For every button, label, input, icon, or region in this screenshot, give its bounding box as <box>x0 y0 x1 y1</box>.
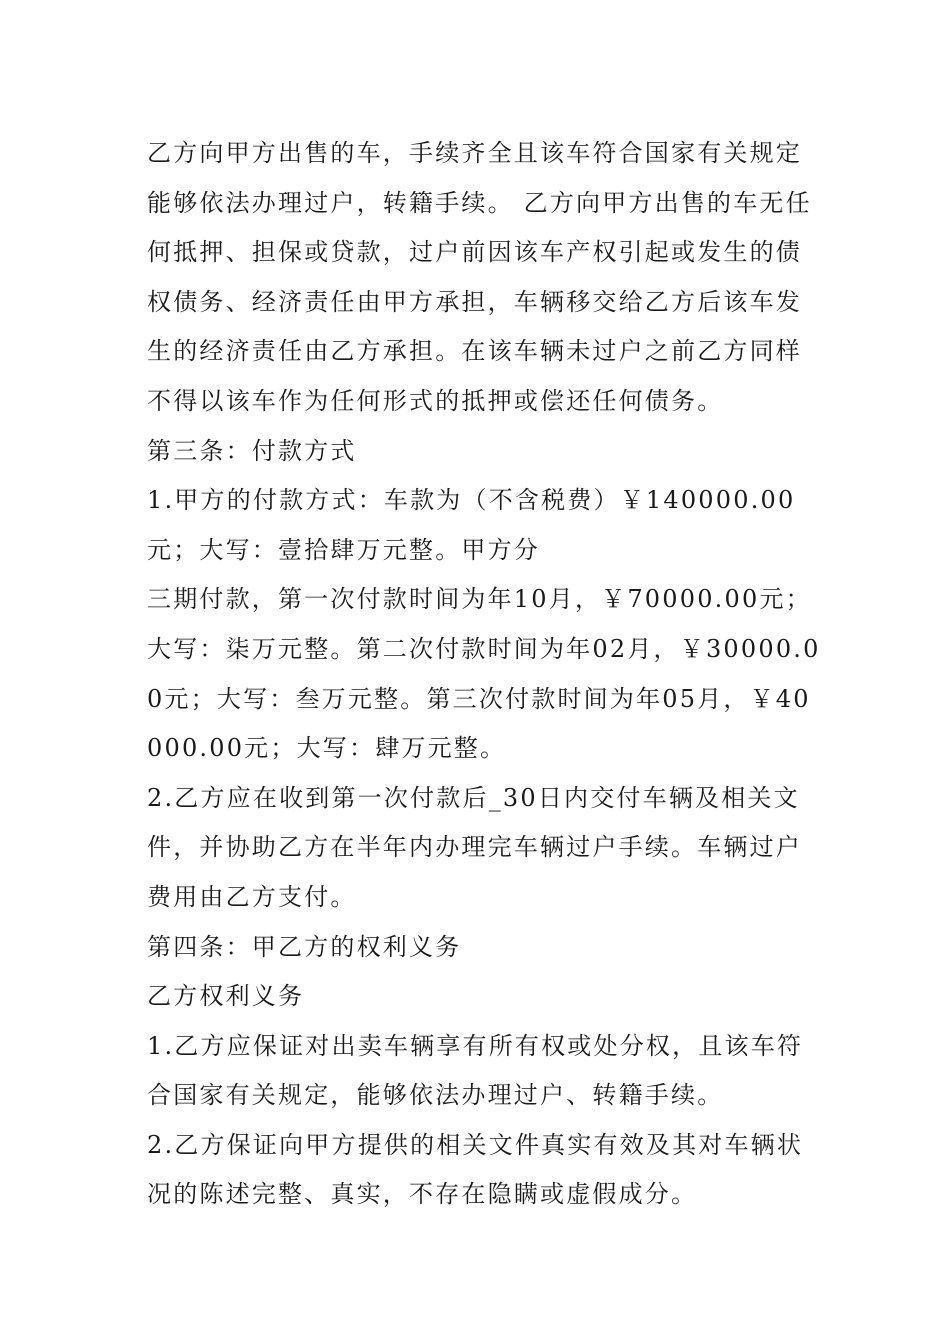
subheading-party-b-rights: 乙方权利义务 <box>147 982 305 1011</box>
paragraph-installments: 三期付款，第一次付款时间为年10月，￥70000.00元；大写：柒万元整。第二次付款时间为年02月，￥30000.00元；大写：叁万元整。第三次付款时间为年05月，￥40000.00元；大写：肆万元整。 <box>147 585 821 763</box>
document-body <box>147 129 827 1220</box>
heading-article-4: 第四条：甲乙方的权利义务 <box>147 932 462 961</box>
paragraph-document-guarantee: 2.乙方保证向甲方提供的相关文件真实有效及其对车辆状况的陈述完整、真实，不存在隐瞒或虚假成分。 <box>147 1130 804 1209</box>
heading-article-3: 第三条：付款方式 <box>147 436 357 465</box>
paragraph-delivery: 2.乙方应在收到第一次付款后_30日内交付车辆及相关文件，并协助乙方在半年内办理完车辆过户手续。车辆过户费用由乙方支付。 <box>147 783 802 911</box>
paragraph-vehicle-condition: 乙方向甲方出售的车，手续齐全且该车符合国家有关规定能够依法办理过户，转籍手续。 乙方向甲方出售的车无任何抵押、担保或贷款，过户前因该车产权引起或发生的债权债务、经济责任由甲方承担，车辆移交给乙方后该车发生的经济责任由乙方承担。在该车辆未过户之前乙方同样不得以该车作为任何形式的抵押或偿还任何债务。 <box>147 139 812 415</box>
paragraph-payment-method: 1.甲方的付款方式：车款为（不含税费）￥140000.00元；大写：壹拾肆万元整。甲方分 <box>147 486 796 564</box>
paragraph-ownership-guarantee: 1.乙方应保证对出卖车辆享有所有权或处分权，且该车符合国家有关规定，能够依法办理过户、转籍手续。 <box>147 1031 804 1110</box>
